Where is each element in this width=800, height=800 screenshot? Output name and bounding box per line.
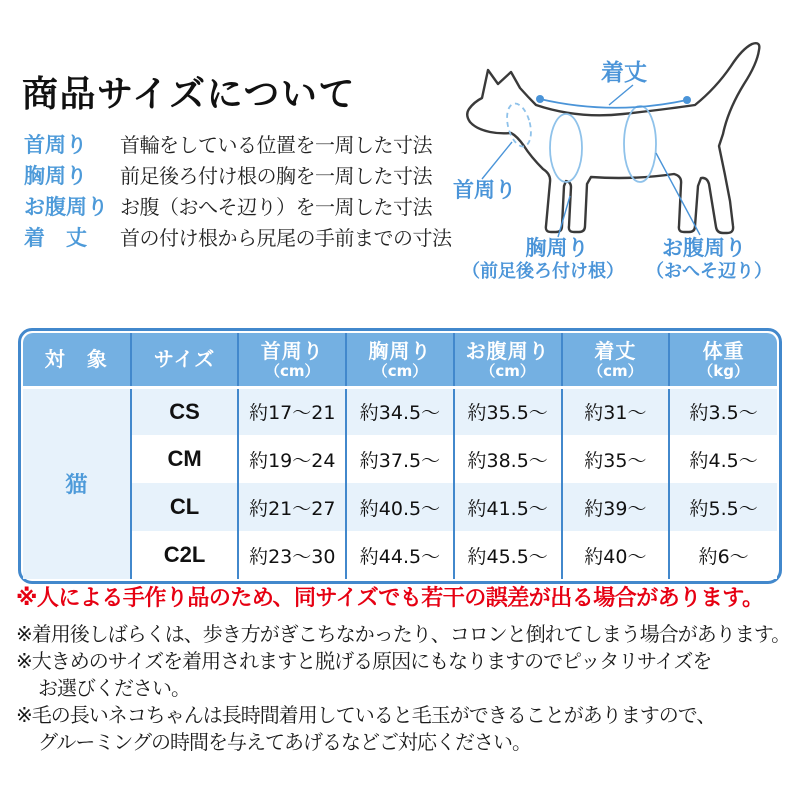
size-cell: C2L bbox=[131, 531, 239, 579]
page-title: 商品サイズについて bbox=[22, 74, 356, 115]
belly-cell: 約41.5～ bbox=[454, 483, 562, 531]
note-line-continuation: グルーミングの時間を与えてあげるなどご対応ください。 bbox=[38, 730, 531, 754]
definition-row-length bbox=[24, 222, 454, 253]
definition-term: 胸周り bbox=[24, 164, 87, 188]
weight-cell: 約4.5～ bbox=[669, 435, 777, 483]
note-long-hair bbox=[16, 702, 792, 756]
size-cell: CS bbox=[131, 387, 239, 435]
neck-cell: 約17～21 bbox=[238, 387, 346, 435]
length-pointer-line bbox=[609, 85, 633, 105]
note-line: ※着用後しばらくは、歩き方がぎこちなかったり、コロンと倒れてしまう場合があります。 bbox=[16, 622, 791, 646]
back-length-measure-line bbox=[540, 99, 687, 108]
definition-desc: お腹（おへそ辺り）を一周した寸法 bbox=[120, 195, 432, 219]
header-unit: （cm） bbox=[480, 361, 535, 380]
neck-cell: 約19～24 bbox=[238, 435, 346, 483]
measurement-definitions bbox=[24, 129, 454, 253]
header-target bbox=[23, 333, 131, 387]
header-weight bbox=[669, 333, 777, 387]
size-cell: CM bbox=[131, 435, 239, 483]
header-neck bbox=[238, 333, 346, 387]
header-label: 体重 bbox=[702, 338, 745, 363]
header-unit: （kg） bbox=[698, 361, 749, 380]
diagram-label-neck: 首周り bbox=[453, 178, 516, 202]
size-table-header-row bbox=[23, 333, 777, 387]
notes-section bbox=[16, 584, 792, 756]
diagram-label-length: 着丈 bbox=[601, 60, 647, 86]
header-unit: （cm） bbox=[588, 361, 643, 380]
header-chest bbox=[346, 333, 454, 387]
header-label: 胸周り bbox=[368, 338, 432, 363]
target-cell: 猫 bbox=[23, 387, 131, 579]
definition-row-neck bbox=[24, 129, 454, 160]
note-size-fit bbox=[16, 648, 792, 702]
belly-cell: 約45.5～ bbox=[454, 531, 562, 579]
length-cell: 約35～ bbox=[562, 435, 670, 483]
length-cell: 約40～ bbox=[562, 531, 670, 579]
definition-desc: 首輪をしている位置を一周した寸法 bbox=[120, 133, 432, 157]
measure-dot-start bbox=[536, 95, 544, 103]
length-cell: 約31～ bbox=[562, 387, 670, 435]
diagram-label-belly-sub: （おへそ辺り） bbox=[646, 261, 772, 282]
belly-cell: 約35.5～ bbox=[454, 387, 562, 435]
note-wearing-behavior bbox=[16, 621, 792, 648]
table-row-c2l bbox=[23, 531, 777, 579]
measure-dot-end bbox=[683, 96, 691, 104]
chest-cell: 約40.5～ bbox=[346, 483, 454, 531]
header-belly bbox=[454, 333, 562, 387]
note-handmade-warning: ※人による手作り品のため、同サイズでも若干の誤差が出る場合があります。 bbox=[16, 586, 764, 611]
header-label: 首周り bbox=[260, 338, 324, 363]
belly-cell: 約38.5～ bbox=[454, 435, 562, 483]
header-size bbox=[131, 333, 239, 387]
neck-cell: 約23～30 bbox=[238, 531, 346, 579]
diagram-label-belly: お腹周り bbox=[662, 236, 746, 260]
header-label: サイズ bbox=[153, 346, 216, 371]
header-unit: （cm） bbox=[264, 361, 320, 380]
note-line: ※毛の長いネコちゃんは長時間着用していると毛玉ができることがありますので、 bbox=[16, 703, 716, 727]
length-cell: 約39～ bbox=[562, 483, 670, 531]
size-cell: CL bbox=[131, 483, 239, 531]
table-row-cm bbox=[23, 435, 777, 483]
size-table bbox=[23, 333, 777, 579]
cat-measurement-diagram bbox=[428, 26, 800, 310]
table-row-cs bbox=[23, 387, 777, 435]
definition-row-belly bbox=[24, 191, 454, 222]
note-line-continuation: お選びください。 bbox=[38, 676, 190, 700]
diagram-label-chest: 胸周り bbox=[525, 236, 589, 260]
note-line: ※大きめのサイズを着用されますと脱げる原因にもなりますのでピッタリサイズを bbox=[16, 649, 712, 673]
table-row-cl bbox=[23, 483, 777, 531]
definition-term: お腹周り bbox=[24, 195, 108, 219]
definition-row-chest bbox=[24, 160, 454, 191]
header-label: お腹周り bbox=[465, 338, 550, 363]
diagram-label-chest-sub: （前足後ろ付け根） bbox=[462, 261, 624, 282]
chest-cell: 約34.5～ bbox=[346, 387, 454, 435]
weight-cell: 約5.5～ bbox=[669, 483, 777, 531]
chest-cell: 約44.5～ bbox=[346, 531, 454, 579]
size-table-container bbox=[18, 328, 782, 584]
header-length bbox=[562, 333, 670, 387]
chest-cell: 約37.5～ bbox=[346, 435, 454, 483]
definition-term: 首周り bbox=[24, 133, 87, 157]
weight-cell: 約6～ bbox=[669, 531, 777, 579]
definition-term: 着 丈 bbox=[24, 226, 87, 250]
definition-desc: 首の付け根から尻尾の手前までの寸法 bbox=[120, 226, 452, 250]
header-label: 着丈 bbox=[594, 338, 637, 363]
definition-desc: 前足後ろ付け根の胸を一周した寸法 bbox=[120, 164, 432, 188]
header-unit: （cm） bbox=[372, 361, 428, 380]
weight-cell: 約3.5～ bbox=[669, 387, 777, 435]
neck-cell: 約21～27 bbox=[238, 483, 346, 531]
neck-pointer-line bbox=[482, 142, 512, 179]
header-label: 対 象 bbox=[44, 346, 108, 371]
